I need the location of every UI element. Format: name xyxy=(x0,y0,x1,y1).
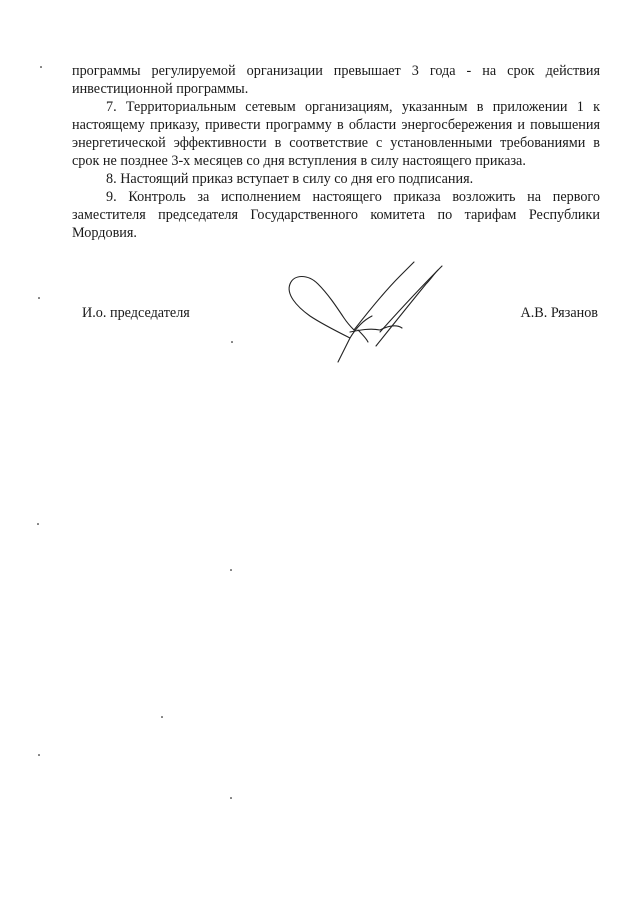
paragraph-item-8: 8. Настоящий приказ вступает в силу со дня его подписания. xyxy=(106,171,474,187)
paragraph-item-9: 9. Контроль за исполнением настоящего приказа возложить на первого заместителя председателя Государственного комитета по тарифам Республики Мордовия. xyxy=(72,189,600,241)
signatory-role: И.о. председателя xyxy=(82,305,190,321)
signatory-name: А.В. Рязанов xyxy=(520,305,598,321)
handwritten-signature xyxy=(280,258,460,366)
scan-speck xyxy=(230,569,232,571)
scan-speck xyxy=(161,716,163,718)
scan-speck xyxy=(230,797,232,799)
paragraph-continuation: программы регулируемой организации превышает 3 года - на срок действия инвестиционной программы. xyxy=(72,63,600,97)
scan-speck xyxy=(40,66,42,68)
scan-speck xyxy=(231,341,233,343)
paragraph-item-7: 7. Территориальным сетевым организациям, указанным в приложении 1 к настоящему приказу, привести программу в области энергосбережения и повышения энергетической эффективности в соответствие с установленными требованиями в срок не позднее 3-х месяцев со дня вступления в силу настоящего приказа. xyxy=(72,99,600,169)
scan-speck xyxy=(37,523,39,525)
scan-speck xyxy=(38,297,40,299)
document-body xyxy=(72,62,600,242)
scan-speck xyxy=(38,754,40,756)
